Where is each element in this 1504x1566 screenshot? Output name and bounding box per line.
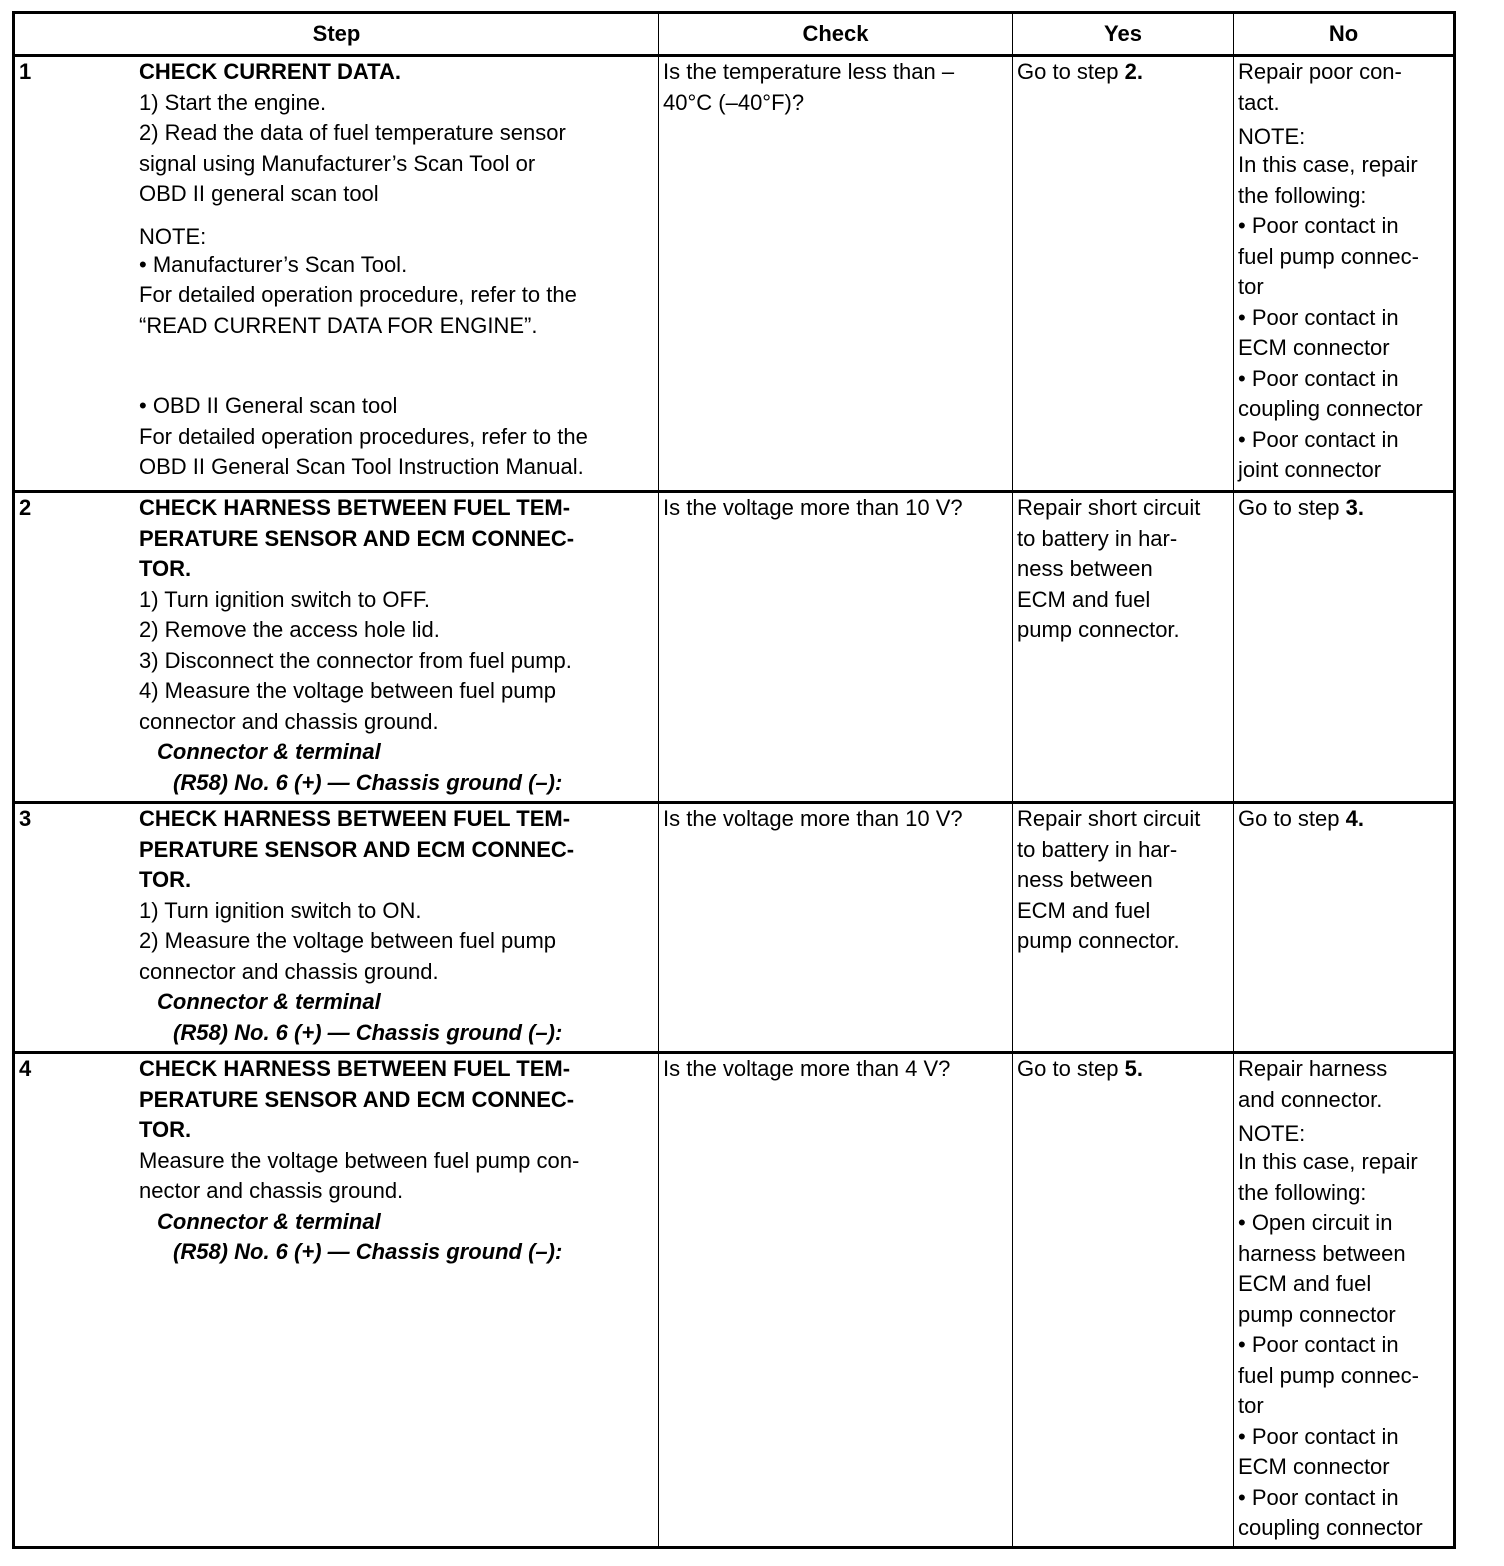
header-check: Check: [659, 13, 1013, 56]
step-cell: [14, 56, 659, 492]
yes-cell: [1013, 56, 1234, 492]
no-note-line: coupling connector: [1238, 396, 1423, 421]
no-note-line: ECM and fuel: [1238, 1271, 1372, 1296]
step-text: [139, 57, 658, 483]
no-note-line: ECM connector: [1238, 335, 1390, 360]
yes-cell: [1013, 492, 1234, 803]
no-note-line: tor: [1238, 1393, 1264, 1418]
step-line: 1) Turn ignition switch to ON.: [139, 897, 422, 923]
yes-line: ECM and fuel: [1017, 586, 1151, 612]
no-note-line: • Poor contact in: [1238, 1423, 1399, 1449]
yes-cell: [1013, 803, 1234, 1053]
check-line: 40°C (–40°F)?: [663, 89, 805, 115]
step-line: 2) Remove the access hole lid.: [139, 617, 440, 642]
table-row: [14, 1053, 1455, 1548]
step-line: OBD II general scan tool: [139, 181, 379, 206]
yes-text: Go to step: [1017, 59, 1125, 84]
yes-line: Repair short circuit: [1017, 806, 1201, 831]
step-cell: [14, 1053, 659, 1548]
no-note-label: NOTE:: [1238, 124, 1306, 149]
no-note-line: tor: [1238, 274, 1264, 299]
yes-cell: [1013, 1053, 1234, 1548]
no-note-line: joint connector: [1238, 457, 1382, 482]
check-line: Is the voltage more than 4 V?: [663, 1056, 951, 1081]
step-line: signal using Manufacturer’s Scan Tool or: [139, 150, 536, 176]
step-line: 2) Read the data of fuel temperature sensor: [139, 120, 566, 145]
check-cell: [659, 803, 1013, 1053]
step-number: 4: [19, 1056, 32, 1081]
step-title-line: CHECK HARNESS BETWEEN FUEL TEM-: [139, 806, 571, 831]
table-row: [14, 56, 1455, 492]
no-cell: [1234, 56, 1455, 492]
yes-line: pump connector.: [1017, 928, 1180, 953]
no-note-line: • Poor contact in: [1238, 1484, 1399, 1510]
step-line: Measure the voltage between fuel pump con-: [139, 1147, 580, 1173]
no-text: Go to step: [1238, 495, 1346, 520]
step-title: CHECK CURRENT DATA.: [139, 59, 401, 84]
step-cell: [14, 803, 659, 1053]
no-note-line: • Poor contact in: [1238, 304, 1399, 330]
no-note-line: fuel pump connec-: [1238, 1362, 1419, 1388]
step-title-line: PERATURE SENSOR AND ECM CONNEC-: [139, 836, 575, 862]
step-line: 4) Measure the voltage between fuel pump: [139, 678, 557, 703]
step-line: For detailed operation procedures, refer to the: [139, 423, 588, 449]
check-cell: [659, 1053, 1013, 1548]
step-number: 1: [19, 59, 32, 84]
no-note-line: fuel pump connec-: [1238, 243, 1419, 269]
yes-line: ness between: [1017, 867, 1153, 892]
yes-line: ness between: [1017, 556, 1153, 581]
no-note-line: In this case, repair: [1238, 152, 1418, 177]
no-note-line: ECM connector: [1238, 1454, 1390, 1479]
step-line: • OBD II General scan tool: [139, 393, 398, 418]
step-title-line: CHECK HARNESS BETWEEN FUEL TEM-: [139, 1056, 571, 1081]
no-note-line: coupling connector: [1238, 1515, 1423, 1540]
step-text: [139, 804, 658, 1048]
step-line: 3) Disconnect the connector from fuel pump.: [139, 647, 572, 673]
no-note-line: • Poor contact in: [1238, 426, 1399, 452]
step-title-line: CHECK HARNESS BETWEEN FUEL TEM-: [139, 495, 571, 520]
step-line: nector and chassis ground.: [139, 1178, 404, 1203]
yes-text: Go to step: [1017, 1056, 1125, 1081]
check-line: Is the temperature less than –: [663, 59, 955, 84]
no-note-line: the following:: [1238, 1179, 1367, 1205]
no-step-ref: 4.: [1345, 806, 1364, 831]
step-line: 1) Turn ignition switch to OFF.: [139, 586, 430, 612]
diagnostic-table: [12, 11, 1456, 1549]
yes-line: pump connector.: [1017, 617, 1180, 642]
step-text: [139, 493, 658, 798]
step-line: 1) Start the engine.: [139, 89, 327, 115]
no-line: Repair harness: [1238, 1056, 1388, 1081]
step-line: OBD II General Scan Tool Instruction Manual.: [139, 454, 584, 479]
step-title-line: PERATURE SENSOR AND ECM CONNEC-: [139, 525, 575, 551]
step-text: [139, 1054, 658, 1268]
check-line: Is the voltage more than 10 V?: [663, 806, 963, 831]
step-line: 2) Measure the voltage between fuel pump: [139, 928, 557, 953]
step-title-line: PERATURE SENSOR AND ECM CONNEC-: [139, 1086, 575, 1112]
note-label: NOTE:: [139, 223, 207, 249]
no-note-line: In this case, repair: [1238, 1149, 1418, 1174]
yes-step-ref: 5.: [1124, 1056, 1143, 1081]
step-number: 2: [19, 495, 32, 520]
connector-terminal-label: Connector & terminal: [157, 989, 381, 1014]
yes-step-ref: 2.: [1124, 59, 1143, 84]
no-cell: [1234, 492, 1455, 803]
yes-line: to battery in har-: [1017, 836, 1178, 862]
header-row: [14, 13, 1455, 56]
table-row: [14, 803, 1455, 1053]
no-note-line: • Open circuit in: [1238, 1210, 1393, 1235]
connector-terminal-label: Connector & terminal: [157, 739, 381, 764]
step-title-line: TOR.: [139, 556, 192, 581]
header-no: No: [1234, 13, 1455, 56]
step-title-line: TOR.: [139, 1117, 192, 1142]
no-cell: [1234, 1053, 1455, 1548]
step-number: 3: [19, 806, 32, 831]
no-note-line: the following:: [1238, 182, 1367, 208]
check-cell: [659, 492, 1013, 803]
step-line: • Manufacturer’s Scan Tool.: [139, 251, 408, 277]
no-note-line: • Poor contact in: [1238, 213, 1399, 238]
step-line: “READ CURRENT DATA FOR ENGINE”.: [139, 312, 538, 338]
no-step-ref: 3.: [1345, 495, 1364, 520]
connector-terminal-value: (R58) No. 6 (+) — Chassis ground (–):: [173, 1019, 563, 1045]
no-text: Go to step: [1238, 806, 1346, 831]
yes-line: to battery in har-: [1017, 525, 1178, 551]
check-cell: [659, 56, 1013, 492]
connector-terminal-value: (R58) No. 6 (+) — Chassis ground (–):: [173, 1239, 563, 1264]
no-cell: [1234, 803, 1455, 1053]
connector-terminal-value: (R58) No. 6 (+) — Chassis ground (–):: [173, 769, 563, 795]
no-note-line: harness between: [1238, 1240, 1406, 1266]
no-line: Repair poor con-: [1238, 59, 1402, 84]
header-step: Step: [14, 13, 659, 56]
connector-terminal-label: Connector & terminal: [157, 1208, 381, 1234]
no-note-line: • Poor contact in: [1238, 365, 1399, 391]
step-line: For detailed operation procedure, refer to the: [139, 282, 577, 307]
yes-line: Repair short circuit: [1017, 495, 1201, 520]
step-line: connector and chassis ground.: [139, 708, 439, 734]
no-note-line: pump connector: [1238, 1301, 1396, 1327]
check-line: Is the voltage more than 10 V?: [663, 495, 963, 520]
no-line: tact.: [1238, 89, 1280, 115]
header-yes: Yes: [1013, 13, 1234, 56]
no-note-label: NOTE:: [1238, 1121, 1306, 1146]
step-cell: [14, 492, 659, 803]
step-title-line: TOR.: [139, 867, 192, 892]
table-row: [14, 492, 1455, 803]
no-note-line: • Poor contact in: [1238, 1332, 1399, 1357]
no-line: and connector.: [1238, 1086, 1383, 1112]
yes-line: ECM and fuel: [1017, 897, 1151, 923]
step-line: connector and chassis ground.: [139, 958, 439, 984]
